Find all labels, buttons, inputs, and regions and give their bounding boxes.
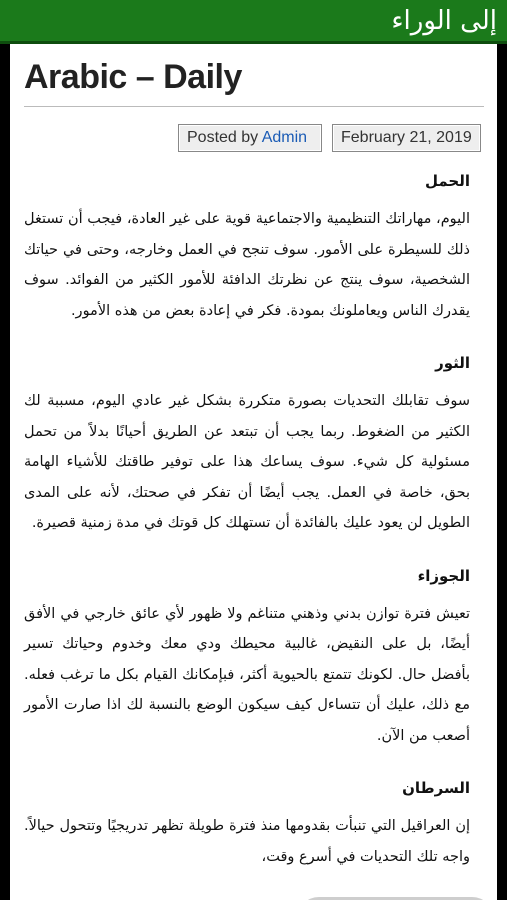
- horoscope-section: [24, 346, 470, 539]
- top-bar: [0, 0, 507, 44]
- section-text: إن العراقيل التي تنبأت بقدومها منذ فترة طويلة تظهر تدريجيًا وتتحول حيالاً. واجه تلك التحديات في أسرع وقت،: [24, 818, 470, 865]
- back-link[interactable]: إلى الوراء: [391, 6, 497, 36]
- post-title: Arabic – Daily: [24, 58, 242, 96]
- post-page: [10, 44, 497, 900]
- section-text: سوف تقابلك التحديات بصورة متكررة بشكل غير عادي اليوم، مسببة لك الكثير من الضغوط. ربما يجب أن تبتعد عن الطريق أحيانًا بدلاً من تحمل مسئولية كل شيء. سوف يساعك هذا على توفير طاقتك للأشياء الهامة بحق، خاصة في العمل. يجب أيضًا أن تفكر في صحتك، لأنه على المدى الطويل لن يعود عليك بالفائدة أن تستهلك كل قوتك في مدة زمنية قصيرة.: [24, 393, 470, 531]
- post-content: [24, 164, 470, 892]
- author-link[interactable]: Admin: [261, 129, 308, 146]
- post-date-badge: February 21, 2019: [332, 124, 481, 152]
- posted-by-badge: [178, 124, 322, 152]
- title-divider: [24, 106, 484, 107]
- horoscope-section: [24, 164, 470, 326]
- posted-by-label: Posted by: [187, 129, 259, 146]
- section-heading: السرطان: [402, 779, 470, 797]
- section-text: اليوم، مهاراتك التنظيمية والاجتماعية قوية على غير العادة، فيجب أن تستغل ذلك للسيطرة على الأمور. سوف تنجح في العمل وخارجه، وحتى في حياتك الشخصية، سوف ينتج عن نظرتك الدافئة للأمور الكثير من الفوائد. سوف يقدرك الناس ويعاملونك بمودة. فكر في إعادة بعض من هذه الأمور.: [24, 211, 470, 319]
- section-heading: الحمل: [424, 172, 470, 190]
- section-heading: الجوزاء: [417, 566, 470, 585]
- section-heading: الثور: [435, 354, 470, 372]
- horoscope-section: [24, 559, 470, 752]
- section-text: تعيش فترة توازن بدني وذهني متناغم ولا ظهور لأي عائق خارجي في الأفق أيضًا، بل على النقيض، غالبية محيطك ودي معك وخدوم وحياتك تسير بأفضل حال. لكونك تتمتع بالحيوية أكثر، فبإمكانك القيام بكل ما ترغب فعله. مع ذلك، عليك أن تتساءل كيف سيكون الوضع بالنسبة لك اذا صارت الأمور أصعب من الآن.: [24, 605, 470, 744]
- horoscope-section: [24, 771, 470, 872]
